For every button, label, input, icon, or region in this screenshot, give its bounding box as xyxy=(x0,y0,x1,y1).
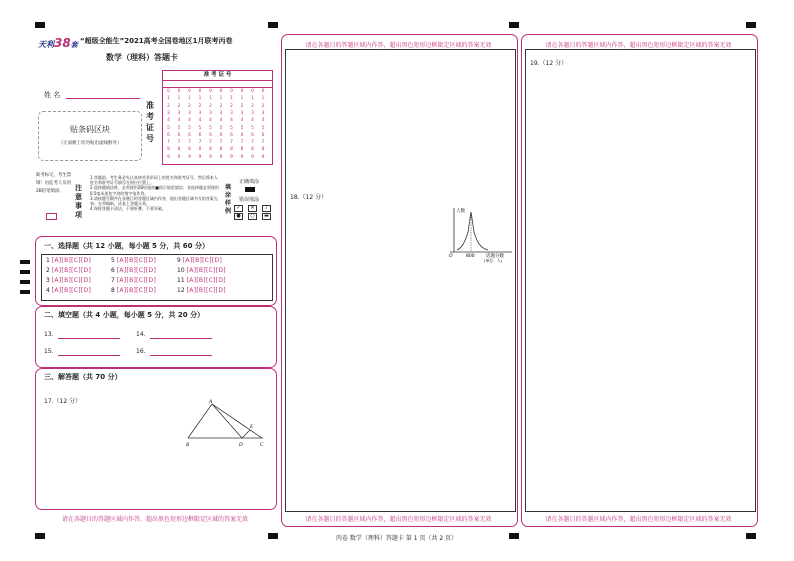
id-bubble[interactable]: 1 xyxy=(261,96,265,102)
id-bubble[interactable]: 0 xyxy=(209,89,212,94)
choice-options[interactable]: [A][B][C][D] xyxy=(186,267,226,274)
id-bubble[interactable]: 7 xyxy=(177,140,181,146)
q18-answer-box xyxy=(285,49,516,512)
notes-label: 注意事项 xyxy=(75,184,82,219)
id-bubble[interactable]: 8 xyxy=(261,147,265,153)
corner-mark-top-right xyxy=(746,22,756,28)
id-bubble[interactable]: 5 xyxy=(209,125,212,131)
id-bubble[interactable]: 4 xyxy=(198,118,202,124)
choice-question-number: 6 xyxy=(111,267,115,274)
id-bubble[interactable]: 6 xyxy=(188,132,191,138)
id-bubble-row xyxy=(164,111,268,116)
id-bubble[interactable]: 2 xyxy=(230,103,233,109)
q18-label: 18.（12 分） xyxy=(290,194,328,201)
id-vertical-label: 准考证号 xyxy=(146,101,154,143)
id-bubble[interactable]: 4 xyxy=(240,118,244,124)
blank-16-field[interactable] xyxy=(150,355,212,356)
name-field[interactable] xyxy=(66,98,140,99)
wrong-fill-circle-icon: ○ xyxy=(248,213,257,220)
wrong-fill-label: 错误填涂 xyxy=(239,197,260,203)
choice-question xyxy=(177,267,226,274)
choice-options[interactable]: [A][B][C][D] xyxy=(116,277,157,284)
id-bubble[interactable]: 0 xyxy=(261,89,265,94)
choice-question xyxy=(177,257,222,264)
id-bubble[interactable]: 5 xyxy=(177,125,181,131)
id-bubble[interactable]: 3 xyxy=(177,110,181,116)
left-bottom-warning: 请在各题目的答题区域内作答，超出黑色矩形边框限定区域的答案无效 xyxy=(61,516,248,523)
id-bubble[interactable]: 2 xyxy=(198,103,202,109)
id-bubble[interactable]: 0 xyxy=(177,89,181,94)
logo-main: 天利 xyxy=(38,40,54,49)
id-bubble[interactable]: 3 xyxy=(261,110,265,116)
choice-options[interactable]: [A][B][C][D] xyxy=(51,277,92,284)
id-bubble[interactable]: 3 xyxy=(240,110,244,116)
id-bubble[interactable]: 0 xyxy=(219,89,223,94)
id-bubble[interactable]: 6 xyxy=(177,132,181,138)
id-bubble[interactable]: 3 xyxy=(167,110,170,116)
id-bubble[interactable]: 5 xyxy=(167,125,170,131)
right-bottom-warning: 请在各题目的答题区域内作答，超出黑色矩形边框限定区域的答案无效 xyxy=(545,516,732,523)
id-bubble[interactable]: 8 xyxy=(251,147,254,153)
id-bubble[interactable]: 1 xyxy=(209,96,212,102)
note-item: 3.请按题号顺序在各题目的答题区域内作答，超出答题区域书写的答案无效；在草稿纸、试卷上答题无效。 xyxy=(90,195,218,207)
id-bubble[interactable]: 4 xyxy=(230,118,233,124)
id-bubble-row xyxy=(164,133,268,138)
choice-question-number: 2 xyxy=(46,267,50,274)
choice-question-number: 11 xyxy=(177,277,185,284)
graph-tick-label: 800 xyxy=(466,254,475,259)
id-bubble-row xyxy=(164,118,268,123)
id-bubble[interactable]: 3 xyxy=(209,110,212,116)
id-bubble-row xyxy=(164,147,268,152)
choice-question-number: 9 xyxy=(177,257,181,264)
note-item: 4.保持答题卡清洁，不要折叠、不要弄破。 xyxy=(90,206,166,212)
id-bubble[interactable]: 8 xyxy=(188,147,191,153)
timing-mark xyxy=(20,280,30,284)
corner-mark-top-left xyxy=(35,22,45,28)
note-item: 2.选择题填涂时，必须使用2B铅笔按■图示规范填涂；非选择题必须使用0.5毫米黑色字迹的签字笔作答。 xyxy=(90,185,219,196)
id-bubble[interactable]: 7 xyxy=(167,140,170,146)
q19-answer-box xyxy=(525,49,756,512)
point-B-label: B xyxy=(186,443,190,448)
id-bubble[interactable]: 5 xyxy=(261,125,265,131)
id-bubble-row xyxy=(164,126,268,131)
choice-question-number: 3 xyxy=(46,277,50,284)
id-bubble[interactable]: 5 xyxy=(198,125,202,131)
id-bubble[interactable]: 5 xyxy=(219,125,223,131)
middle-top-warning: 请在各题目的答题区域内作答，超出黑色矩形边框限定区域的答案无效 xyxy=(305,42,492,49)
barcode-note: （正面朝上切勿贴出虚线框外） xyxy=(58,141,122,146)
blank-13-label: 13. xyxy=(44,331,54,338)
id-bubble[interactable]: 7 xyxy=(198,140,202,146)
id-bubble-row xyxy=(164,155,268,160)
choice-question xyxy=(111,277,156,284)
id-bubble[interactable]: 6 xyxy=(251,132,254,138)
id-bubble[interactable]: 0 xyxy=(230,89,233,94)
correct-fill-sample xyxy=(245,187,255,192)
id-bubble[interactable]: 3 xyxy=(219,110,223,116)
exam-title: “超级全能生”2021高考全国卷地区1月联考丙卷 xyxy=(80,37,233,45)
id-bubble[interactable]: 9 xyxy=(261,154,265,160)
id-bubble[interactable]: 1 xyxy=(230,96,233,102)
logo-suffix: 套 xyxy=(70,41,78,49)
id-bubble[interactable]: 8 xyxy=(167,147,170,153)
id-bubble[interactable]: 5 xyxy=(251,125,254,131)
choice-question xyxy=(46,257,91,264)
id-bubble[interactable]: 1 xyxy=(251,96,254,102)
right-top-warning: 请在各题目的答题区域内作答，超出黑色矩形边框限定区域的答案无效 xyxy=(545,42,732,49)
id-bubble-row xyxy=(164,96,268,101)
id-bubble[interactable]: 7 xyxy=(240,140,244,146)
choice-options[interactable]: [A][B][C][D] xyxy=(186,277,226,284)
id-bubble[interactable]: 3 xyxy=(198,110,202,116)
id-bubble[interactable]: 9 xyxy=(167,154,170,160)
id-bubble[interactable]: 6 xyxy=(198,132,202,138)
point-C-label: C xyxy=(260,443,264,448)
id-bubble[interactable]: 7 xyxy=(219,140,223,146)
id-bubble[interactable]: 1 xyxy=(177,96,181,102)
choice-question-number: 8 xyxy=(111,287,115,294)
correct-fill-label: 正确填涂 xyxy=(239,179,260,185)
timing-mark xyxy=(20,270,30,274)
choice-options[interactable]: [A][B][C][D] xyxy=(51,267,92,274)
id-bubble[interactable]: 6 xyxy=(261,132,265,138)
id-bubble[interactable]: 2 xyxy=(251,103,254,109)
choice-question xyxy=(46,277,91,284)
graph-y-label: 人数 xyxy=(456,209,465,214)
id-bubble[interactable]: 1 xyxy=(219,96,223,102)
id-bubble[interactable]: 2 xyxy=(261,103,265,109)
graph-curve xyxy=(457,212,488,250)
id-bubble[interactable]: 9 xyxy=(240,154,244,160)
solution-section-title: 三、解答题（共 70 分） xyxy=(44,373,122,381)
blank-15-field[interactable] xyxy=(58,355,120,356)
id-bubble[interactable]: 8 xyxy=(177,147,181,153)
id-bubble[interactable]: 2 xyxy=(219,103,223,109)
blank-13-field[interactable] xyxy=(58,338,120,339)
page-footer: 丙卷 数学（理科）答题卡 第 1 页（共 2 页） xyxy=(336,535,458,542)
id-bubble[interactable]: 1 xyxy=(167,96,170,102)
id-entry-row xyxy=(163,81,272,88)
id-bubble[interactable]: 4 xyxy=(188,118,191,124)
id-bubble[interactable]: 9 xyxy=(219,154,223,160)
q17-label: 17.（12 分） xyxy=(44,398,82,405)
id-bubble[interactable]: 2 xyxy=(240,103,244,109)
middle-bottom-warning: 请在各题目的答题区域内作答，超出黑色矩形边框限定区域的答案无效 xyxy=(305,516,492,523)
blank-16-label: 16. xyxy=(136,348,146,355)
id-bubble[interactable]: 3 xyxy=(188,110,191,116)
id-bubble[interactable]: 0 xyxy=(167,89,170,94)
id-bubble[interactable]: 9 xyxy=(251,154,254,160)
id-grid-title: 准 考 证 号 xyxy=(163,71,272,81)
choice-options[interactable]: [A][B][C][D] xyxy=(51,287,92,294)
publisher-logo xyxy=(38,32,78,50)
choice-question-number: 12 xyxy=(177,287,185,294)
choice-question xyxy=(111,287,156,294)
corner-mark-bottom-left xyxy=(35,533,45,539)
id-bubble[interactable]: 5 xyxy=(188,125,191,131)
point-D-label: D xyxy=(239,443,243,448)
id-bubble[interactable]: 8 xyxy=(219,147,223,153)
id-bubble[interactable]: 5 xyxy=(230,125,233,131)
blank-15-label: 15. xyxy=(44,348,54,355)
choice-question xyxy=(177,277,226,284)
graph-origin-label: O xyxy=(449,254,453,259)
id-bubble[interactable]: 0 xyxy=(198,89,202,94)
id-bubble[interactable]: 4 xyxy=(219,118,223,124)
blank-14-field[interactable] xyxy=(150,338,212,339)
id-bubble[interactable]: 5 xyxy=(240,125,244,131)
notes-list xyxy=(90,175,220,211)
id-bubble[interactable]: 6 xyxy=(240,132,244,138)
corner-mark-top-mid-left xyxy=(268,22,278,28)
id-bubble[interactable]: 9 xyxy=(230,154,233,160)
id-bubble[interactable]: 0 xyxy=(251,89,254,94)
id-bubble[interactable]: 2 xyxy=(209,103,212,109)
choice-options[interactable]: [A][B][C][D] xyxy=(116,287,157,294)
id-bubble[interactable]: 9 xyxy=(177,154,181,160)
id-bubble[interactable]: 4 xyxy=(261,118,265,124)
id-bubble[interactable]: 2 xyxy=(177,103,181,109)
wrong-fill-dot-icon: ● xyxy=(234,213,243,220)
id-bubble[interactable]: 7 xyxy=(261,140,265,146)
id-bubble[interactable]: 2 xyxy=(188,103,191,109)
corner-mark-bottom-mid-left xyxy=(268,533,278,539)
wrong-fill-slash-icon: / xyxy=(262,205,271,212)
id-bubble[interactable]: 7 xyxy=(188,140,191,146)
absent-mark-instructions: 缺考标记，考生禁填！由监考人员用2B铅笔填涂。 xyxy=(36,173,72,194)
timing-mark xyxy=(20,260,30,264)
id-bubble[interactable]: 8 xyxy=(230,147,233,153)
id-bubble[interactable]: 9 xyxy=(209,154,212,160)
q17-triangle-figure xyxy=(180,398,270,453)
point-A-label: A xyxy=(209,400,213,405)
fill-blank-section-title: 二、填空题（共 4 小题，每小题 5 分，共 20 分） xyxy=(44,311,205,319)
choice-question xyxy=(177,287,226,294)
fill-example-label: 填涂样例 xyxy=(225,184,232,215)
id-bubble[interactable]: 1 xyxy=(188,96,191,102)
choice-question-number: 4 xyxy=(46,287,50,294)
id-bubble[interactable]: 3 xyxy=(251,110,254,116)
id-bubble[interactable]: 1 xyxy=(240,96,244,102)
point-E-label: E xyxy=(250,425,254,430)
graph-x-label: 话题分数 xyxy=(486,254,504,259)
sheet-title: 数学（理科）答题卡 xyxy=(106,53,178,62)
choice-question xyxy=(111,257,156,264)
timing-mark xyxy=(20,290,30,294)
id-bubble[interactable]: 7 xyxy=(251,140,254,146)
wrong-fill-partial-icon: ▬ xyxy=(262,213,271,220)
id-bubble[interactable]: 0 xyxy=(240,89,244,94)
id-bubble[interactable]: 8 xyxy=(209,147,212,153)
wrong-fill-check-icon: ✓ xyxy=(234,205,243,212)
barcode-title: 贴条码区块 xyxy=(70,125,110,134)
id-bubble[interactable]: 6 xyxy=(219,132,223,138)
id-bubble-row xyxy=(164,104,268,109)
id-bubble[interactable]: 0 xyxy=(188,89,191,94)
choice-question-number: 10 xyxy=(177,267,185,274)
id-bubble[interactable]: 4 xyxy=(167,118,170,124)
choice-question-number: 1 xyxy=(46,257,50,264)
choice-options[interactable]: [A][B][C][D] xyxy=(51,257,92,264)
choice-question xyxy=(46,267,91,274)
id-bubble[interactable]: 6 xyxy=(209,132,212,138)
corner-mark-bottom-right xyxy=(746,533,756,539)
id-bubble[interactable]: 4 xyxy=(251,118,254,124)
wrong-fill-cross-icon: ✕ xyxy=(248,205,257,212)
id-bubble[interactable]: 4 xyxy=(177,118,181,124)
graph-x-unit: (单位：人) xyxy=(484,258,503,263)
id-bubble[interactable]: 1 xyxy=(198,96,202,102)
id-bubble[interactable]: 6 xyxy=(167,132,170,138)
segment-DE xyxy=(242,430,250,438)
id-bubble[interactable]: 2 xyxy=(167,103,170,109)
choice-options[interactable]: [A][B][C][D] xyxy=(116,257,157,264)
q18-distribution-graph xyxy=(440,204,515,264)
q19-label: 19.（12 分） xyxy=(530,60,568,67)
id-bubble[interactable]: 9 xyxy=(188,154,191,160)
name-label: 姓 名 xyxy=(44,91,61,99)
choice-options[interactable]: [A][B][C][D] xyxy=(116,267,157,274)
corner-mark-top-mid-right xyxy=(509,22,519,28)
barcode-area xyxy=(38,111,142,161)
id-bubble[interactable]: 4 xyxy=(209,118,212,124)
absent-mark-box[interactable] xyxy=(46,213,57,220)
triangle-outline xyxy=(188,404,262,438)
blank-14-label: 14. xyxy=(136,331,146,338)
id-bubble[interactable]: 7 xyxy=(209,140,212,146)
id-bubble[interactable]: 8 xyxy=(240,147,244,153)
choice-question xyxy=(46,287,91,294)
logo-number: 38 xyxy=(54,36,71,50)
note-item: 1.答题前，考生务必先认真核对条形码上的姓名和准考证号，然后将本人姓名和准考证号填写在相应位置上。 xyxy=(90,175,218,186)
choice-question xyxy=(111,267,156,274)
corner-mark-bottom-mid-right xyxy=(509,533,519,539)
id-bubble-row xyxy=(164,89,268,94)
choice-question-number: 7 xyxy=(111,277,115,284)
id-bubble-row xyxy=(164,140,268,145)
id-bubble[interactable]: 6 xyxy=(230,132,233,138)
choice-options[interactable]: [A][B][C][D] xyxy=(182,257,223,264)
id-bubble[interactable]: 3 xyxy=(230,110,233,116)
id-bubble[interactable]: 7 xyxy=(230,140,233,146)
id-bubble[interactable]: 9 xyxy=(198,154,202,160)
choice-question-number: 5 xyxy=(111,257,115,264)
choice-options[interactable]: [A][B][C][D] xyxy=(186,287,226,294)
id-bubble[interactable]: 8 xyxy=(198,147,202,153)
choice-section-title: 一、选择题（共 12 小题，每小题 5 分，共 60 分） xyxy=(44,242,209,250)
